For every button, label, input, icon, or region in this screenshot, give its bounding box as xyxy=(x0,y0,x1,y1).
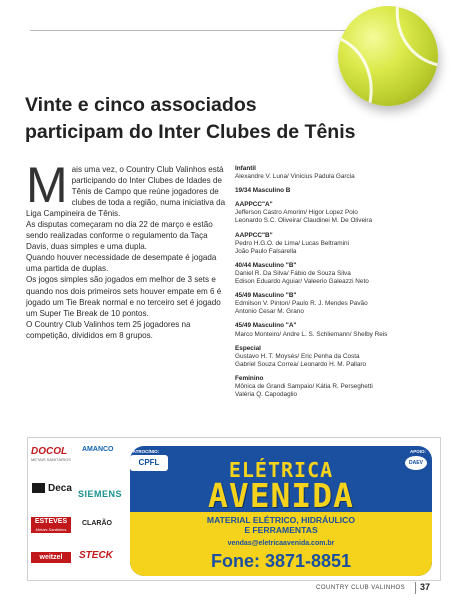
category-heading: 40/44 Masculino "B" xyxy=(235,261,297,269)
siemens-logo: SIEMENS xyxy=(78,489,123,499)
player-line: Pedro H.G.O. de Lima/ Lucas Beltramini xyxy=(235,239,350,247)
paragraph: ais uma vez, o Country Club Valinhos está participando do Inter Clubes de Idades de Tênis de Campo que reúne jogadores de clubes de toda a região, numa iniciativa da Liga Campineira de Tênis. xyxy=(26,165,226,219)
tennis-ball-image xyxy=(338,6,438,106)
category-block xyxy=(235,201,445,225)
banner-material xyxy=(130,515,432,535)
page-number: 37 xyxy=(420,582,431,592)
steck-logo: STECK xyxy=(79,550,113,561)
player-line: Leonardo S.C. Oliveira/ Claudinei M. De Oliveira xyxy=(235,217,373,225)
player-line: Edmilson V. Pinton/ Paulo R. J. Mendes Pavão xyxy=(235,300,368,308)
top-rule xyxy=(30,30,360,31)
player-line: Gustavo H. T. Moysés/ Eric Penha da Costa xyxy=(235,352,360,360)
banner-material-line-2: E FERRAMENTAS xyxy=(244,525,318,535)
category-block xyxy=(235,322,445,338)
sponsor-logos xyxy=(28,438,128,580)
category-block xyxy=(235,262,445,286)
category-block xyxy=(235,232,445,256)
category-block xyxy=(235,345,445,369)
advertisement[interactable] xyxy=(27,437,441,581)
article-body xyxy=(26,157,229,341)
amanco-logo: AMANCO xyxy=(82,446,114,453)
paragraph: Quando houver necessidade de desempate é jogada uma partida de duplas. xyxy=(26,253,217,274)
paragraph: O Country Club Valinhos tem 25 jogadores na competição, divididos em 8 grupos. xyxy=(26,319,191,340)
banner-avenida: AVENIDA xyxy=(207,476,355,515)
category-heading: Especial xyxy=(235,344,261,352)
player-line: João Paulo Falsarella xyxy=(235,247,297,255)
category-block xyxy=(235,292,445,316)
category-block xyxy=(235,187,445,195)
player-line: Marco Monteiro/ Andre L. S. Schliemann/ Shelby Reis xyxy=(235,330,388,338)
weitzel-logo: weitzel xyxy=(31,552,71,563)
docol-logo-subtext: METAIS SANITÁRIOS xyxy=(31,457,71,462)
category-heading: 45/49 Masculino "A" xyxy=(235,322,297,330)
cpfl-logo: CPFL xyxy=(130,455,168,471)
category-heading: 45/49 Masculino "B" xyxy=(235,292,297,300)
article-title xyxy=(25,92,445,146)
docol-logo-text: DOCOL xyxy=(31,446,68,457)
player-line: Edison Eduardo Aguiar/ Valeerio Galeazzi Neto xyxy=(235,278,369,286)
banner-eletrica: ELÉTRICA xyxy=(228,458,334,482)
player-line: Valéria Q. Capodaglio xyxy=(235,391,298,399)
deca-logo-text: Deca xyxy=(48,483,72,494)
banner-material-line-1: MATERIAL ELÉTRICO, HIDRÁULICO xyxy=(206,515,356,525)
category-heading: AAPPCC"B" xyxy=(235,231,273,239)
player-line: Mônica de Grandi Sampaio/ Kátia R. Perseghetti xyxy=(235,382,373,390)
patrocinio-label: PATROCÍNIO: xyxy=(130,449,160,454)
player-line: Antonio Cesar M. Grano xyxy=(235,308,304,316)
paragraph: As disputas começaram no dia 22 de março e estão sendo realizadas conforme o regulamento da Taça Davis, duas simples e uma dupla. xyxy=(26,220,213,252)
category-heading: AAPPCC"A" xyxy=(235,201,273,209)
clarao-logo: CLARÃO xyxy=(82,520,112,527)
category-heading: Feminino xyxy=(235,374,264,382)
paragraph: Os jogos simples são jogados em melhor de 3 sets e quando nos dois primeiros sets houver empate em 6 é jogado um Tie Break normal e no terceiro set é jogado um Super Tie Break de 10 pontos. xyxy=(26,275,222,318)
category-block xyxy=(235,165,445,181)
apoio-label: APOIO: xyxy=(409,449,426,454)
daev-logo: DAEV xyxy=(405,456,427,470)
banner-email[interactable]: vendas@eletricaavenida.com.br xyxy=(227,540,335,547)
esteves-logo-subtext: Metais Sanitários xyxy=(35,527,67,532)
players-list xyxy=(235,165,445,405)
deca-mark-icon xyxy=(32,483,45,493)
esteves-logo-text: ESTEVES xyxy=(34,518,68,525)
player-line: Jefferson Castro Amorim/ Higor Lopez Polo xyxy=(235,209,358,217)
player-line: Daniel R. Da Silva/ Fábio de Souza Silva xyxy=(235,269,351,277)
category-heading: 19/34 Masculino B xyxy=(235,187,291,195)
category-heading: Infantil xyxy=(235,165,256,172)
banner-phone: Fone: 3871-8851 xyxy=(210,551,352,571)
drop-cap: M xyxy=(26,157,68,213)
esteves-logo xyxy=(31,517,71,533)
category-block xyxy=(235,375,445,399)
deca-logo xyxy=(32,483,72,494)
page-separator xyxy=(415,582,416,594)
player-line: Gabriel Souza Correa/ Leonardo H. M. Pallaro xyxy=(235,360,367,368)
title-line-1: Vinte e cinco associados xyxy=(25,94,257,116)
player-line: Alexandre V. Luna/ Vinicius Padula Garcia xyxy=(235,173,355,181)
eletrica-avenida-banner[interactable] xyxy=(130,446,432,576)
title-line-2: participam do Inter Clubes de Tênis xyxy=(25,121,356,143)
docol-logo xyxy=(31,446,71,462)
magazine-footer: COUNTRY CLUB VALINHOS xyxy=(316,585,406,591)
